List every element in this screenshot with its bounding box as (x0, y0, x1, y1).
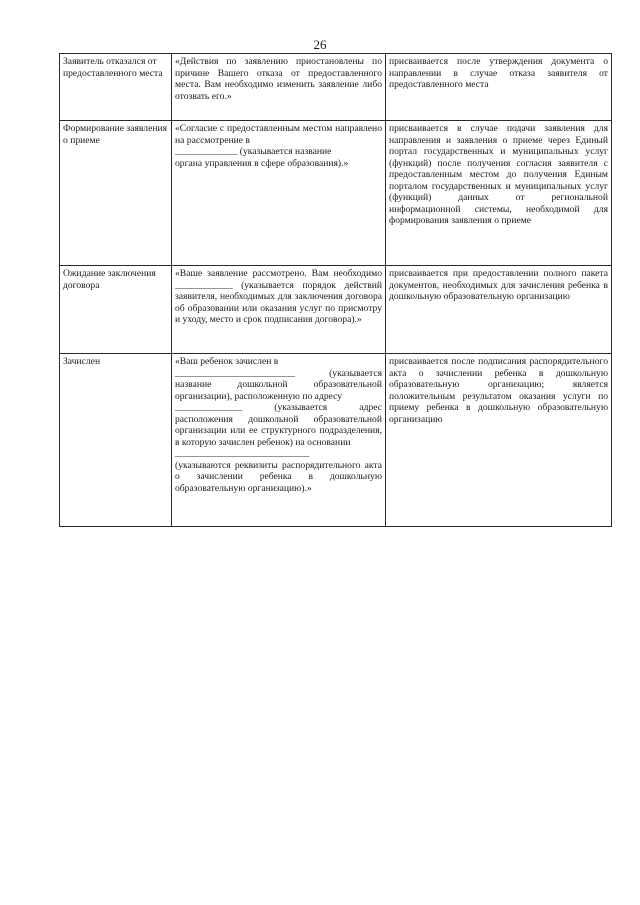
status-cell: Заявитель отказался от предоставленного места (60, 54, 172, 121)
condition-cell: присваивается после подписания распорядительного акта о зачислении ребенка в дошкольную образовательную организацию; является положительным результатом оказания услуги по приему ребенка в дошкольную образовательную организацию (386, 354, 612, 527)
table-row (60, 121, 612, 266)
message-cell: «Ваш ребенок зачислен в _________________________ (указывается название дошкольной образовательной организации), расположенную по адресу ______________ (указывается адрес расположения дошкольной образовательной организации или ее структурного подразделения, в которую зачислен ребенок) на основании ____________________________ (указываются реквизиты распорядительного акта о зачислении ребенка в дошкольную образовательную организацию).» (172, 354, 386, 527)
condition-cell: присваивается при предоставлении полного пакета документов, необходимых для зачисления ребенка в дошкольную образовательную организацию (386, 266, 612, 354)
message-cell: «Ваше заявление рассмотрено. Вам необходимо ____________ (указывается порядок действий заявителя, необходимых для заключения договора об образовании или оказания услуг по присмотру и уходу, место и срок подписания договора).» (172, 266, 386, 354)
message-cell: «Действия по заявлению приостановлены по причине Вашего отказа от предоставленного места. Вам необходимо изменить заявление либо отозвать его.» (172, 54, 386, 121)
status-cell: Формирование заявления о приеме (60, 121, 172, 266)
table-row (60, 54, 612, 121)
table-row (60, 354, 612, 527)
table-row (60, 266, 612, 354)
page-number: 26 (313, 37, 327, 52)
message-cell: «Согласие с предоставленным местом направлено на рассмотрение в _____________ (указывается название органа управления в сфере образования).» (172, 121, 386, 266)
status-table (59, 53, 612, 527)
condition-cell: присваивается после утверждения документа о направлении в случае отказа заявителя от предоставленного места (386, 54, 612, 121)
condition-cell: присваивается в случае подачи заявления для направления и заявления о приеме через Единый портал государственных и муниципальных услуг (функций) после получения согласия заявителя с предоставленным местом до получения Единым порталом государственных и муниципальных услуг (функций) данных от региональной информационной системы, необходимой для формирования заявления о приеме (386, 121, 612, 266)
status-cell: Зачислен (60, 354, 172, 527)
status-cell: Ожидание заключения договора (60, 266, 172, 354)
